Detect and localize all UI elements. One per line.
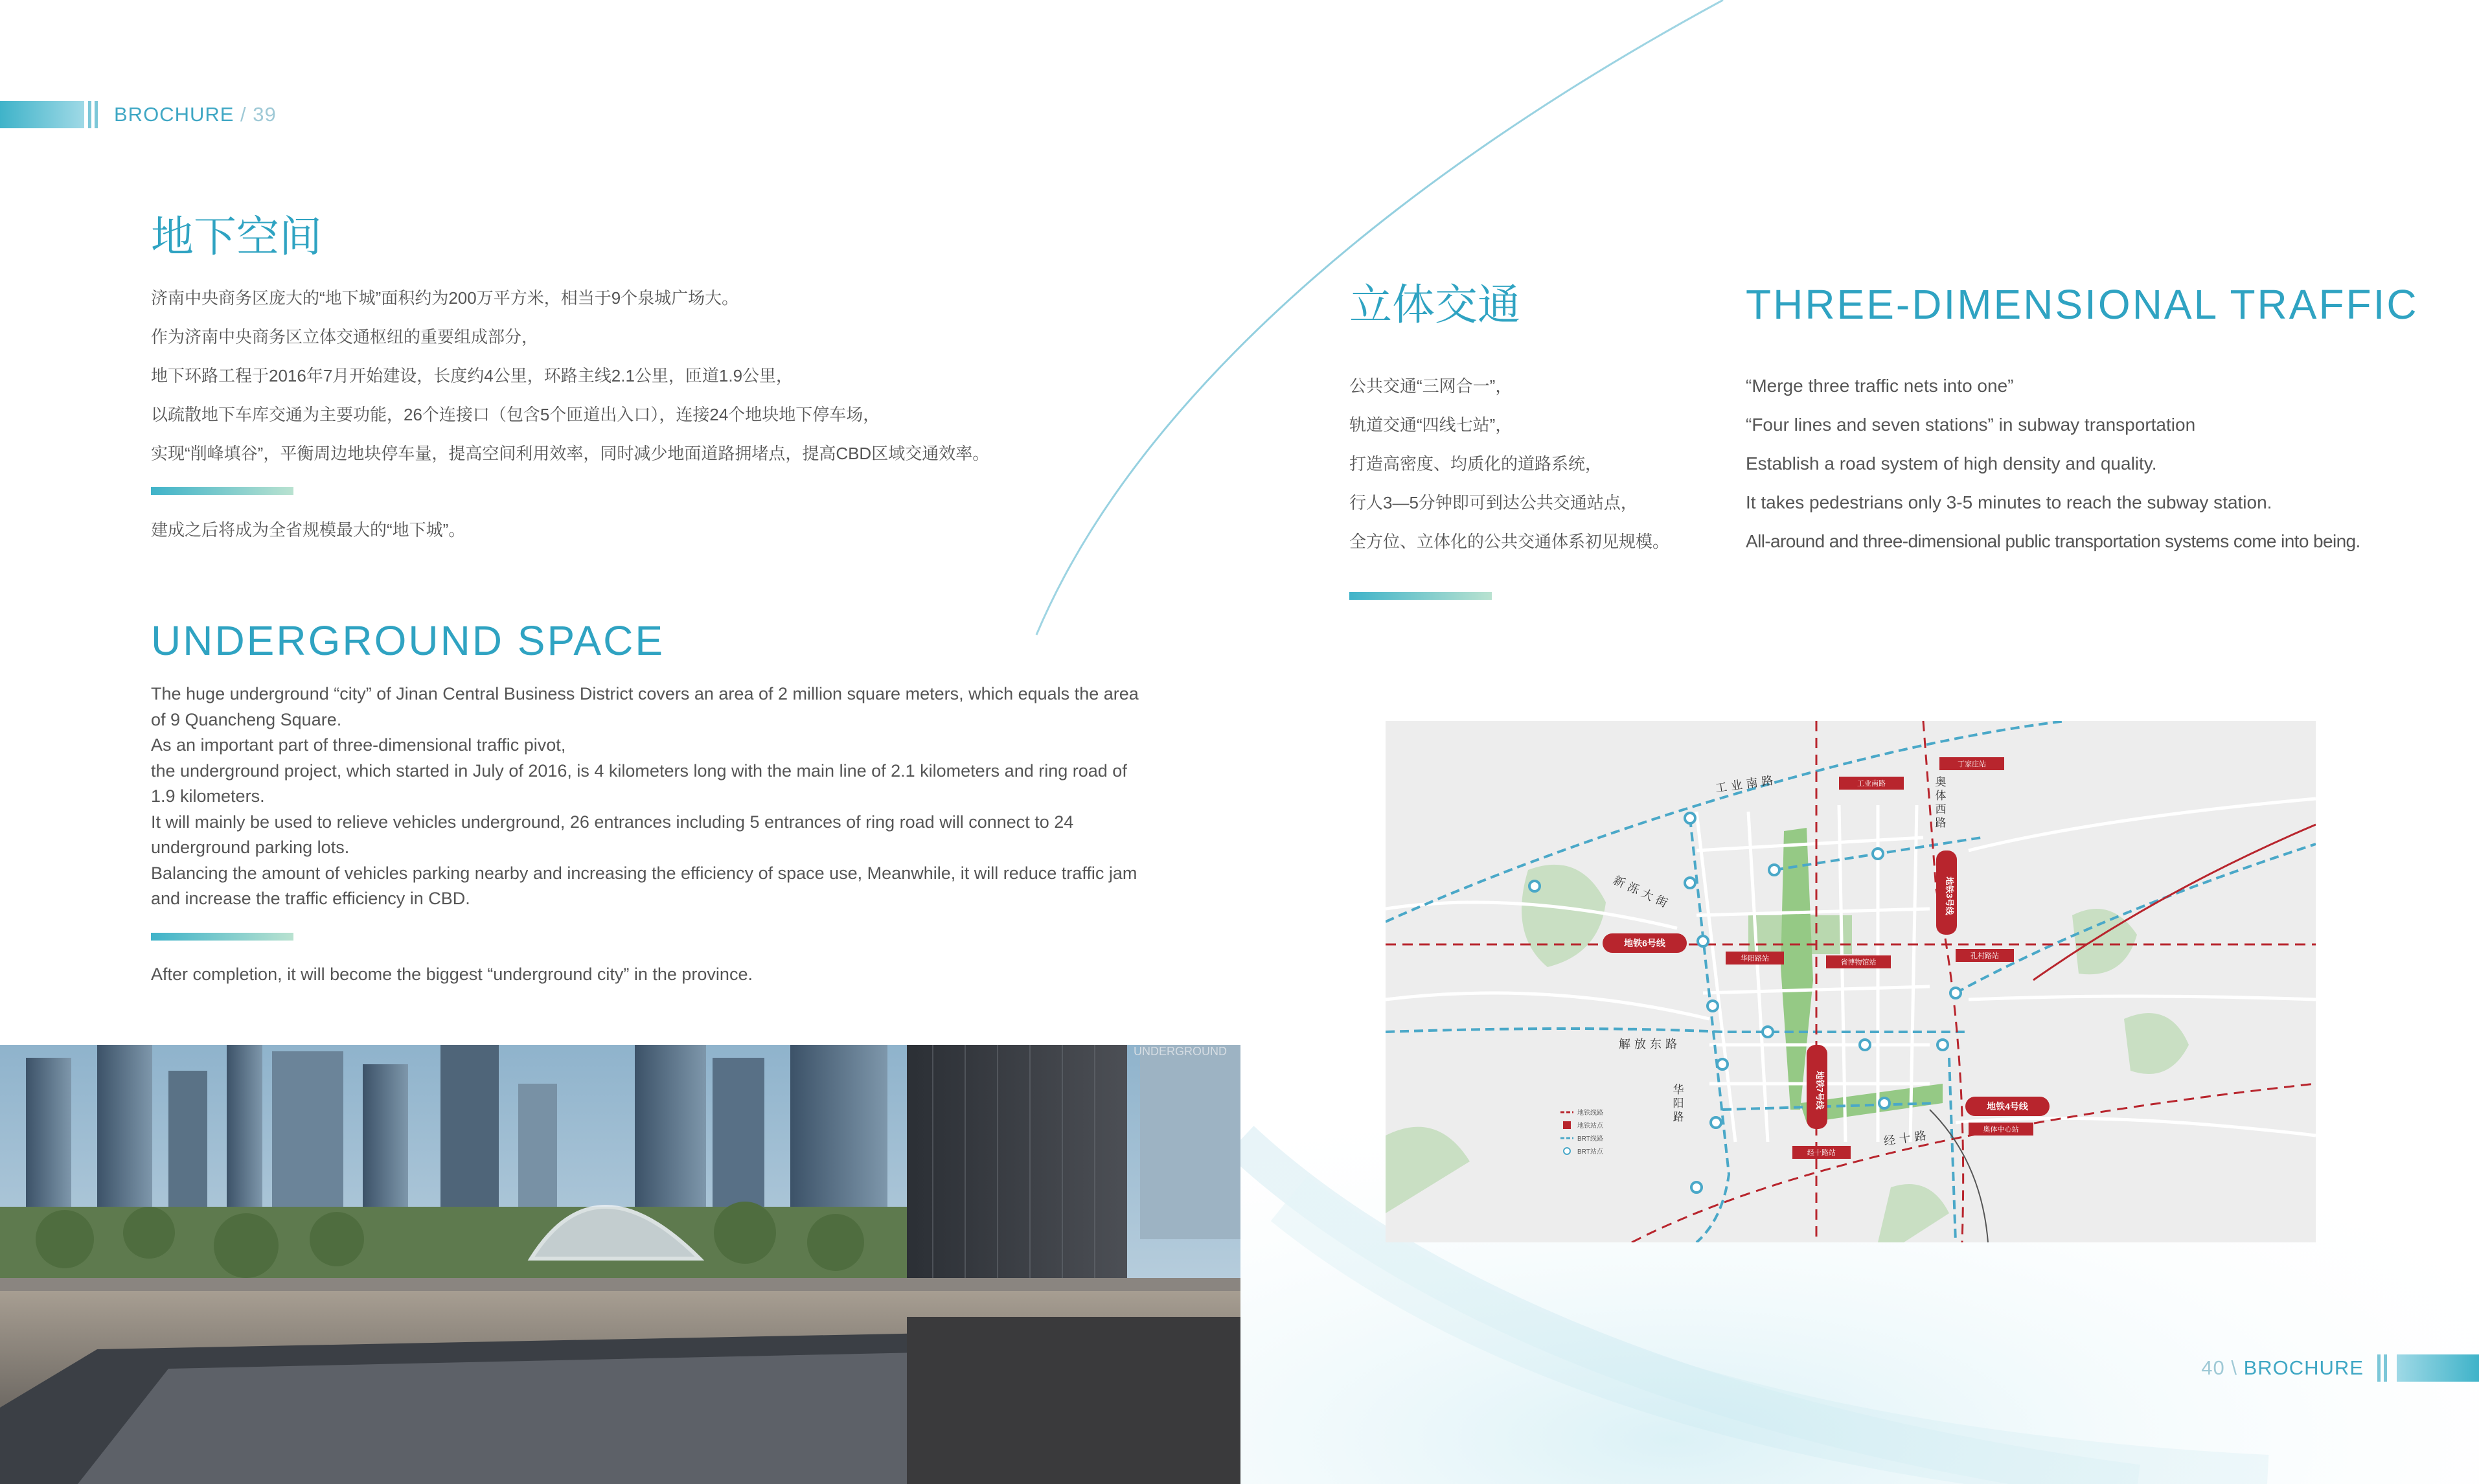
divider-line	[151, 487, 293, 495]
underground-paragraph-en: The huge underground “city” of Jinan Central Business District covers an area of 2 million square meters, which equals the area of 9 Quancheng Square.	[151, 684, 1139, 729]
road-label: 解放东路	[1619, 1038, 1681, 1051]
station-label: 华阳路站	[1741, 955, 1769, 963]
road-label: 奥体西路	[1933, 776, 1946, 830]
traffic-line-en: All-around and three-dimensional public transportation systems come into being.	[1746, 531, 2360, 551]
legend-label: 地铁站点	[1577, 1123, 1603, 1130]
cbd-rendering-image	[0, 1045, 1240, 1484]
footer-accent-bar	[2397, 1354, 2479, 1382]
underground-paragraph-cn: 地下环路工程于2016年7月开始建设，长度约4公里，环路主线2.1公里，匝道1.9公里，	[151, 366, 794, 385]
underground-closing-en: After completion, it will become the biggest “underground city” in the province.	[151, 965, 753, 984]
legend-label: BRT线路	[1577, 1136, 1603, 1143]
header-separator: /	[240, 103, 247, 126]
metro-line-4-label: 地铁4号线	[1987, 1101, 2028, 1112]
road-label: 新泺大街	[1611, 873, 1673, 912]
traffic-line-cn: 行人3—5分钟即可到达公共交通站点，	[1349, 493, 1638, 512]
header-tick-marks	[88, 101, 101, 128]
traffic-lines-en	[1746, 367, 2360, 561]
footer-brand	[2201, 1354, 2364, 1382]
footer-separator: \	[2231, 1356, 2237, 1379]
metro-line-7-label: 地铁7号线	[1815, 1071, 1825, 1110]
footer-brand-label: BROCHURE	[2243, 1356, 2364, 1379]
traffic-title-cn: 立体交通	[1349, 280, 1520, 328]
underground-title-en: UNDERGROUND SPACE	[151, 617, 665, 664]
traffic-title-cn-block	[1349, 279, 1520, 330]
traffic-line-en: It takes pedestrians only 3-5 minutes to reach the subway station.	[1746, 492, 2272, 512]
station-label: 丁家庄站	[1958, 760, 1986, 768]
road-label: 工业南路	[1714, 773, 1778, 795]
underground-closing-cn: 建成之后将成为全省规模最大的“地下城”。	[151, 520, 466, 540]
underground-paragraph-en: the underground project, which started in July of 2016, is 4 kilometers long with the main line of 2.1 kilometers and ring road of 1.9 kilometers.	[151, 760, 1127, 806]
header-accent-bar	[0, 101, 84, 128]
legend-label: BRT站点	[1577, 1148, 1603, 1156]
underground-paragraphs-en	[151, 681, 1148, 912]
underground-paragraph-en: As an important part of three-dimensional traffic pivot,	[151, 735, 566, 755]
traffic-line-cn: 公共交通“三网合一”，	[1349, 376, 1513, 396]
station-label: 经十路站	[1807, 1149, 1836, 1157]
header-brand	[114, 101, 277, 128]
traffic-line-en: Establish a road system of high density and quality.	[1746, 453, 2157, 474]
divider-line	[151, 933, 293, 941]
underground-closing-cn-block	[151, 510, 465, 549]
header-brand-label: BROCHURE	[114, 103, 234, 126]
legend-label: 地铁线路	[1577, 1110, 1603, 1117]
underground-paragraph-cn: 以疏散地下车库交通为主要功能，26个连接口（包含5个匝道出入口），连接24个地块地下停车场，	[151, 405, 880, 424]
underground-paragraph-en: Balancing the amount of vehicles parking nearby and increasing the efficiency of space use, Meanwhile, it will reduce traffic jam and increase the traffic efficiency in CBD.	[151, 863, 1137, 908]
header-page-number: 39	[253, 103, 277, 126]
traffic-line-en: “Four lines and seven stations” in subway transportation	[1746, 415, 2196, 435]
photo-watermark: UNDERGROUND	[1134, 1045, 1227, 1058]
traffic-line-cn: 打造高密度、均质化的道路系统，	[1349, 454, 1603, 474]
station-label: 奥体中心站	[1983, 1126, 2019, 1134]
underground-title-cn: 地下空间	[151, 212, 322, 260]
footer-page-number: 40	[2201, 1356, 2225, 1379]
station-label: 省博物馆站	[1840, 959, 1877, 966]
divider-line	[1349, 592, 1492, 600]
underground-closing-en-block	[151, 962, 753, 988]
traffic-line-cn: 全方位、立体化的公共交通体系初见规模。	[1349, 532, 1670, 551]
road-label: 华阳路	[1671, 1084, 1684, 1124]
traffic-title-en-block	[1746, 279, 2419, 330]
station-label: 孔村路站	[1971, 952, 1999, 960]
station-label: 工业南路	[1857, 780, 1886, 788]
underground-section-en	[151, 615, 665, 666]
underground-paragraph-cn: 作为济南中央商务区立体交通枢纽的重要组成部分，	[151, 327, 539, 347]
cbd-rendering-photo	[0, 1045, 1240, 1484]
road-label: 经十路	[1882, 1128, 1931, 1148]
underground-paragraph-cn: 实现“削峰填谷”，平衡周边地块停车量，提高空间利用效率，同时减少地面道路拥堵点，提高CBD区域交通效率。	[151, 444, 990, 463]
underground-section-cn	[151, 211, 322, 262]
footer-tick-marks	[2377, 1354, 2390, 1382]
traffic-lines-cn	[1349, 367, 1669, 561]
underground-paragraph-en: It will mainly be used to relieve vehicles underground, 26 entrances including 5 entrances of ring road will connect to 24 underground parking lots.	[151, 812, 1074, 857]
metro-line-3-label: 地铁3号线	[1945, 876, 1954, 915]
transit-map	[1386, 721, 2316, 1242]
traffic-line-cn: 轨道交通“四线七站”，	[1349, 415, 1513, 435]
metro-line-6-label: 地铁6号线	[1624, 938, 1665, 948]
transit-map-drawing	[1386, 721, 2316, 1242]
underground-paragraphs-cn	[151, 279, 989, 473]
traffic-line-en: “Merge three traffic nets into one”	[1746, 376, 2014, 396]
underground-paragraph-cn: 济南中央商务区庞大的“地下城”面积约为200万平方米，相当于9个泉城广场大。	[151, 288, 739, 308]
traffic-title-en: THREE-DIMENSIONAL TRAFFIC	[1746, 281, 2419, 328]
